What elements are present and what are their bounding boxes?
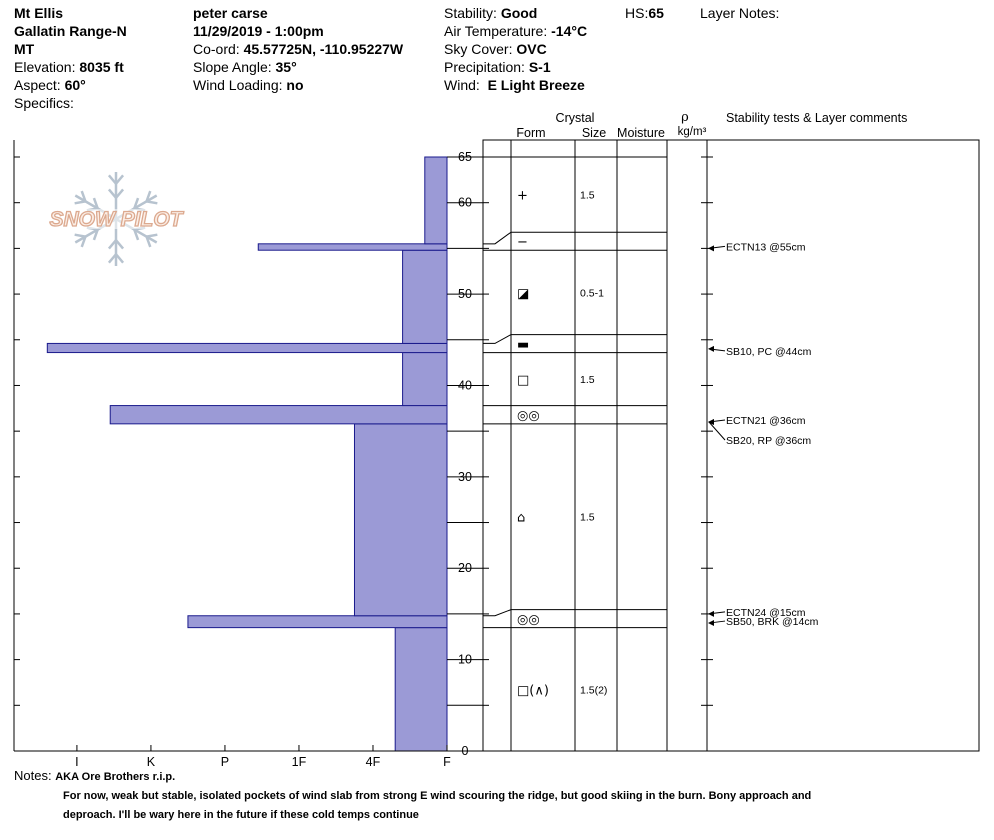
layer-form-symbol: + (517, 188, 528, 204)
elevation-value: 8035 ft (79, 59, 124, 75)
flake-branch (75, 201, 86, 203)
hardness-bar (403, 250, 447, 343)
layer-form-symbol: ⌂ (517, 510, 526, 526)
notes-label: Notes: (14, 768, 52, 783)
height-label: 0 (461, 744, 469, 758)
layer-form-symbol: □ (517, 373, 530, 389)
hardness-tick-label: 1F (291, 755, 307, 769)
air-temp-label: Air Temperature: (444, 23, 548, 39)
layer-size: 1.5(2) (580, 684, 608, 697)
air-temp-value: -14°C (551, 23, 588, 39)
specifics-label: Specifics: (14, 95, 74, 111)
hardness-tick-label: I (75, 755, 79, 769)
stability-test-label: SB20, RP @36cm (726, 435, 812, 448)
range-name: Gallatin Range-N (14, 23, 127, 39)
hardness-bar (354, 424, 447, 616)
layer-notes-label: Layer Notes: (700, 5, 780, 21)
height-label: 30 (458, 469, 472, 484)
flake-branch (75, 235, 86, 237)
notes-line-3: deproach. I'll be wary here in the future if these cold temps continue (63, 809, 419, 821)
aspect-label: Aspect: (14, 77, 61, 93)
aspect-value: 60° (64, 77, 86, 93)
sky-value: OVC (516, 41, 547, 57)
wind-loading-value: no (286, 77, 304, 93)
test-arrow (708, 611, 714, 617)
layer-form-symbol: ◎◎ (517, 612, 540, 628)
snowpilot-logo (40, 172, 192, 266)
hardness-bars (47, 157, 447, 751)
hs-label: HS: (625, 5, 649, 21)
hs-value: 65 (648, 5, 664, 21)
col-moisture: Moisture (617, 126, 665, 140)
col-form: Form (516, 126, 546, 140)
layer-form-symbol: − (517, 235, 528, 251)
precip-label: Precipitation: (444, 59, 525, 75)
hardness-tick-label: K (146, 755, 156, 769)
coord-value: 45.57725N, -110.95227W (243, 41, 404, 57)
height-label: 40 (458, 378, 472, 393)
stability-test-label: SB10, PC @44cm (726, 345, 812, 358)
state-name: MT (14, 41, 35, 57)
stability-test-label: SB50, BRK @14cm (726, 616, 819, 629)
slope-label: Slope Angle: (193, 59, 272, 75)
stability-value: Good (500, 5, 538, 21)
hardness-bar (47, 343, 447, 352)
height-label: 10 (458, 652, 472, 667)
height-label: 65 (458, 150, 472, 164)
test-arrow (708, 346, 714, 352)
layer-size: 1.5 (580, 511, 595, 524)
test-arrow (708, 620, 714, 626)
stability-test-label: ECTN24 @15cm (726, 606, 806, 619)
observer-name: peter carse (193, 5, 268, 21)
logo-text: SNOW PILOT (49, 208, 183, 231)
layer-size: 1.5 (580, 374, 595, 387)
layer-size: 0.5-1 (580, 287, 604, 300)
layer-size: 1.5 (580, 189, 595, 202)
layer-form-symbol: ▬ (517, 337, 530, 353)
layer-form-symbol: □(∧) (517, 683, 549, 699)
hardness-bar (188, 616, 447, 628)
notes-line-1: AKA Ore Brothers r.i.p. (55, 771, 176, 783)
stability-label: Stability: (444, 5, 497, 21)
stability-test-label: ECTN13 @55cm (726, 241, 806, 254)
notes-line-2: For now, weak but stable, isolated pockets of wind slab from strong E wind scouring the ridge, but good skiing in the burn. Bony approach and (63, 790, 812, 802)
col-tests: Stability tests & Layer comments (726, 111, 908, 125)
observation-datetime: 11/29/2019 - 1:00pm (193, 23, 324, 39)
layer-form-symbol: ◎◎ (517, 408, 540, 424)
hardness-tick-label: 4F (365, 755, 381, 769)
col-density: kg/m³ (677, 126, 707, 138)
col-crystal: Crystal (555, 111, 595, 125)
hardness-bar (110, 406, 447, 424)
coord-label: Co-ord: (193, 41, 240, 57)
stability-test-label: ECTN21 @36cm (726, 415, 806, 428)
wind-value: E Light Breeze (487, 77, 585, 93)
hardness-bar (395, 628, 447, 751)
col-rho: ρ (681, 110, 689, 125)
test-arrow (708, 245, 714, 251)
flake-branch (147, 235, 158, 237)
hardness-bar (425, 157, 447, 244)
height-label: 20 (458, 561, 472, 576)
hardness-tick-label: P (220, 755, 230, 769)
wind-label: Wind: (444, 77, 480, 93)
layers-panel (447, 140, 979, 758)
layer-form-symbol: ◪ (517, 286, 530, 302)
flake-branch (147, 201, 158, 203)
location-name: Mt Ellis (14, 5, 64, 21)
hardness-tick-label: F (443, 755, 451, 769)
slope-value: 35° (275, 59, 297, 75)
height-label: 60 (458, 195, 472, 210)
col-size: Size (581, 126, 607, 140)
height-label: 50 (458, 287, 472, 302)
hardness-bar (258, 244, 447, 250)
wind-loading-label: Wind Loading: (193, 77, 283, 93)
elevation-label: Elevation: (14, 59, 76, 75)
precip-value: S-1 (528, 59, 551, 75)
sky-label: Sky Cover: (444, 41, 513, 57)
hardness-bar (403, 353, 447, 406)
notes-section (14, 766, 812, 821)
